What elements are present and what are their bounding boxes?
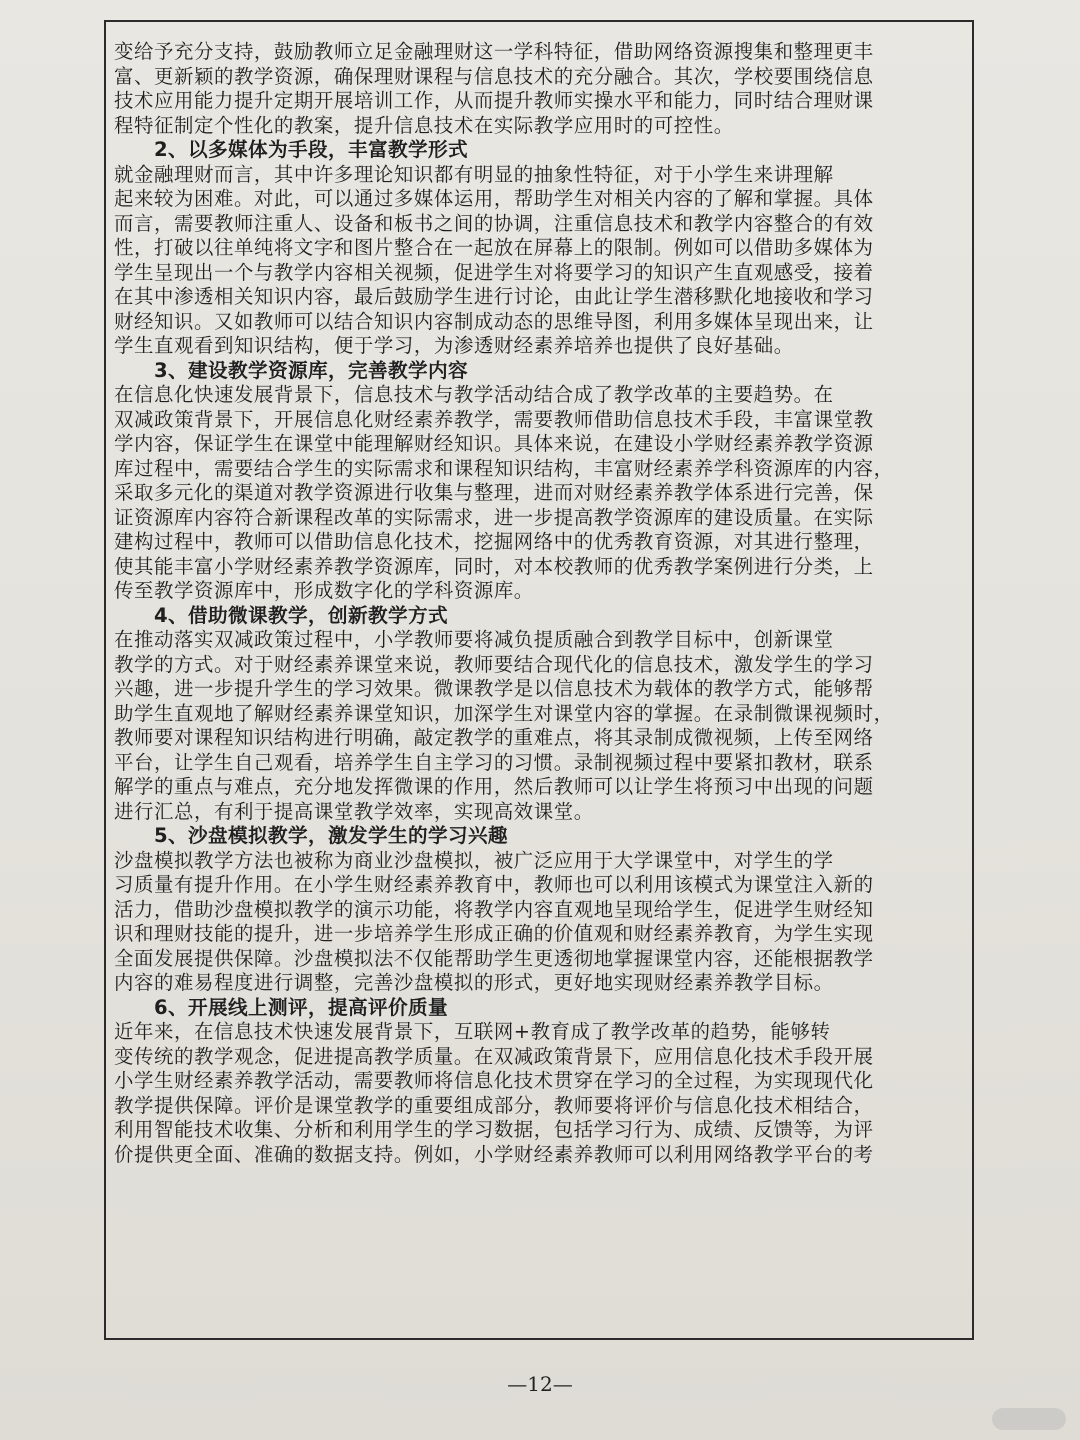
page-number: —12— [507, 1372, 573, 1396]
section-heading: 6、开展线上测评，提高评价质量 [154, 995, 448, 1019]
text-line: 学内容，保证学生在课堂中能理解财经知识。具体来说，在建设小学财经素养教学资源 [114, 432, 874, 455]
text-line: 双减政策背景下，开展信息化财经素养教学，需要教师借助信息技术手段，丰富课堂教 [114, 407, 874, 431]
text-line: 性，打破以往单纯将文字和图片整合在一起放在屏幕上的限制。例如可以借助多媒体为 [114, 236, 874, 259]
text-line: 学生呈现出一个与教学内容相关视频，促进学生对将要学习的知识产生直观感受，接着 [114, 260, 874, 284]
text-line: 利用智能技术收集、分析和利用学生的学习数据，包括学习行为、成绩、反馈等，为评 [114, 1118, 874, 1141]
text-line: 传至教学资源库中，形成数字化的学科资源库。 [114, 579, 534, 602]
text-line: 小学生财经素养教学活动，需要教师将信息化技术贯穿在学习的全过程，为实现现代化 [114, 1069, 874, 1092]
text-line: 财经知识。又如教师可以结合知识内容制成动态的思维导图，利用多媒体呈现出来，让 [114, 309, 874, 333]
text-line: 活力，借助沙盘模拟教学的演示功能，将教学内容直观地呈现给学生，促进学生财经知 [114, 897, 874, 921]
text-line: 助学生直观地了解财经素养课堂知识，加深学生对课堂内容的掌握。在录制微课视频时， [114, 701, 894, 725]
text-line: 教师要对课程知识结构进行明确，敲定教学的重难点，将其录制成微视频，上传至网络 [114, 726, 874, 749]
text-line: 习质量有提升作用。在小学生财经素养教育中，教师也可以利用该模式为课堂注入新的 [114, 873, 874, 896]
text-line: 全面发展提供保障。沙盘模拟法不仅能帮助学生更透彻地掌握课堂内容，还能根据教学 [114, 946, 874, 970]
text-line: 识和理财技能的提升，进一步培养学生形成正确的价值观和财经素养教育，为学生实现 [114, 922, 874, 945]
text-line: 兴趣，进一步提升学生的学习效果。微课教学是以信息技术为载体的教学方式，能够帮 [114, 677, 874, 700]
text-line: 变给予充分支持，鼓励教师立足金融理财这一学科特征，借助网络资源搜集和整理更丰 [114, 40, 874, 63]
text-line: 学生直观看到知识结构，便于学习，为渗透财经素养培养也提供了良好基础。 [114, 334, 794, 357]
text-line: 解学的重点与难点，充分地发挥微课的作用，然后教师可以让学生将预习中出现的问题 [114, 775, 874, 798]
text-line: 变传统的教学观念，促进提高教学质量。在双减政策背景下，应用信息化技术手段开展 [114, 1044, 874, 1068]
text-line: 使其能丰富小学财经素养教学资源库，同时，对本校教师的优秀教学案例进行分类，上 [114, 554, 874, 578]
text-line: 教学提供保障。评价是课堂教学的重要组成部分，教师要将评价与信息化技术相结合， [114, 1093, 874, 1117]
text-frame [104, 20, 974, 1340]
section-heading: 4、借助微课教学，创新教学方式 [154, 603, 448, 627]
text-line: 库过程中，需要结合学生的实际需求和课程知识结构，丰富财经素养学科资源库的内容， [114, 456, 894, 480]
text-line: 教学的方式。对于财经素养课堂来说，教师要结合现代化的信息技术，激发学生的学习 [114, 652, 874, 676]
text-line: 在信息化快速发展背景下，信息技术与教学活动结合成了教学改革的主要趋势。在 [114, 383, 834, 406]
section-heading: 5、沙盘模拟教学，激发学生的学习兴趣 [154, 824, 508, 847]
text-line: 在其中渗透相关知识内容，最后鼓励学生进行讨论，由此让学生潜移默化地接收和学习 [114, 285, 874, 308]
text-line: 而言，需要教师注重人、设备和板书之间的协调，注重信息技术和教学内容整合的有效 [114, 211, 874, 235]
text-line: 近年来，在信息技术快速发展背景下，互联网+教育成了教学改革的趋势，能够转 [114, 1020, 831, 1043]
text-line: 起来较为困难。对此，可以通过多媒体运用，帮助学生对相关内容的了解和掌握。具体 [114, 187, 874, 210]
text-line: 在推动落实双减政策过程中，小学教师要将减负提质融合到教学目标中，创新课堂 [114, 628, 834, 651]
text-line: 沙盘模拟教学方法也被称为商业沙盘模拟，被广泛应用于大学课堂中，对学生的学 [114, 848, 834, 872]
text-line: 证资源库内容符合新课程改革的实际需求，进一步提高教学资源库的建设质量。在实际 [114, 505, 874, 529]
section-heading: 2、以多媒体为手段，丰富教学形式 [154, 138, 468, 161]
text-line: 价提供更全面、准确的数据支持。例如，小学财经素养教师可以利用网络教学平台的考 [114, 1142, 874, 1166]
watermark-badge [992, 1408, 1066, 1430]
text-line: 进行汇总，有利于提高课堂教学效率，实现高效课堂。 [114, 799, 594, 823]
text-line: 建构过程中，教师可以借助信息化技术，挖掘网络中的优秀教育资源，对其进行整理， [114, 530, 874, 553]
text-line: 技术应用能力提升定期开展培训工作，从而提升教师实操水平和能力，同时结合理财课 [114, 89, 874, 112]
text-line: 内容的难易程度进行调整，完善沙盘模拟的形式，更好地实现财经素养教学目标。 [114, 971, 834, 994]
text-line: 程特征制定个性化的教案，提升信息技术在实际教学应用时的可控性。 [114, 113, 734, 137]
section-heading: 3、建设教学资源库，完善教学内容 [154, 358, 468, 382]
text-line: 就金融理财而言，其中许多理论知识都有明显的抽象性特征，对于小学生来讲理解 [114, 162, 834, 186]
text-line: 平台，让学生自己观看，培养学生自主学习的习惯。录制视频过程中要紧扣教材，联系 [114, 750, 874, 774]
text-line: 采取多元化的渠道对教学资源进行收集与整理，进而对财经素养教学体系进行完善，保 [114, 481, 874, 504]
text-line: 富、更新颖的教学资源，确保理财课程与信息技术的充分融合。其次，学校要围绕信息 [114, 64, 874, 88]
